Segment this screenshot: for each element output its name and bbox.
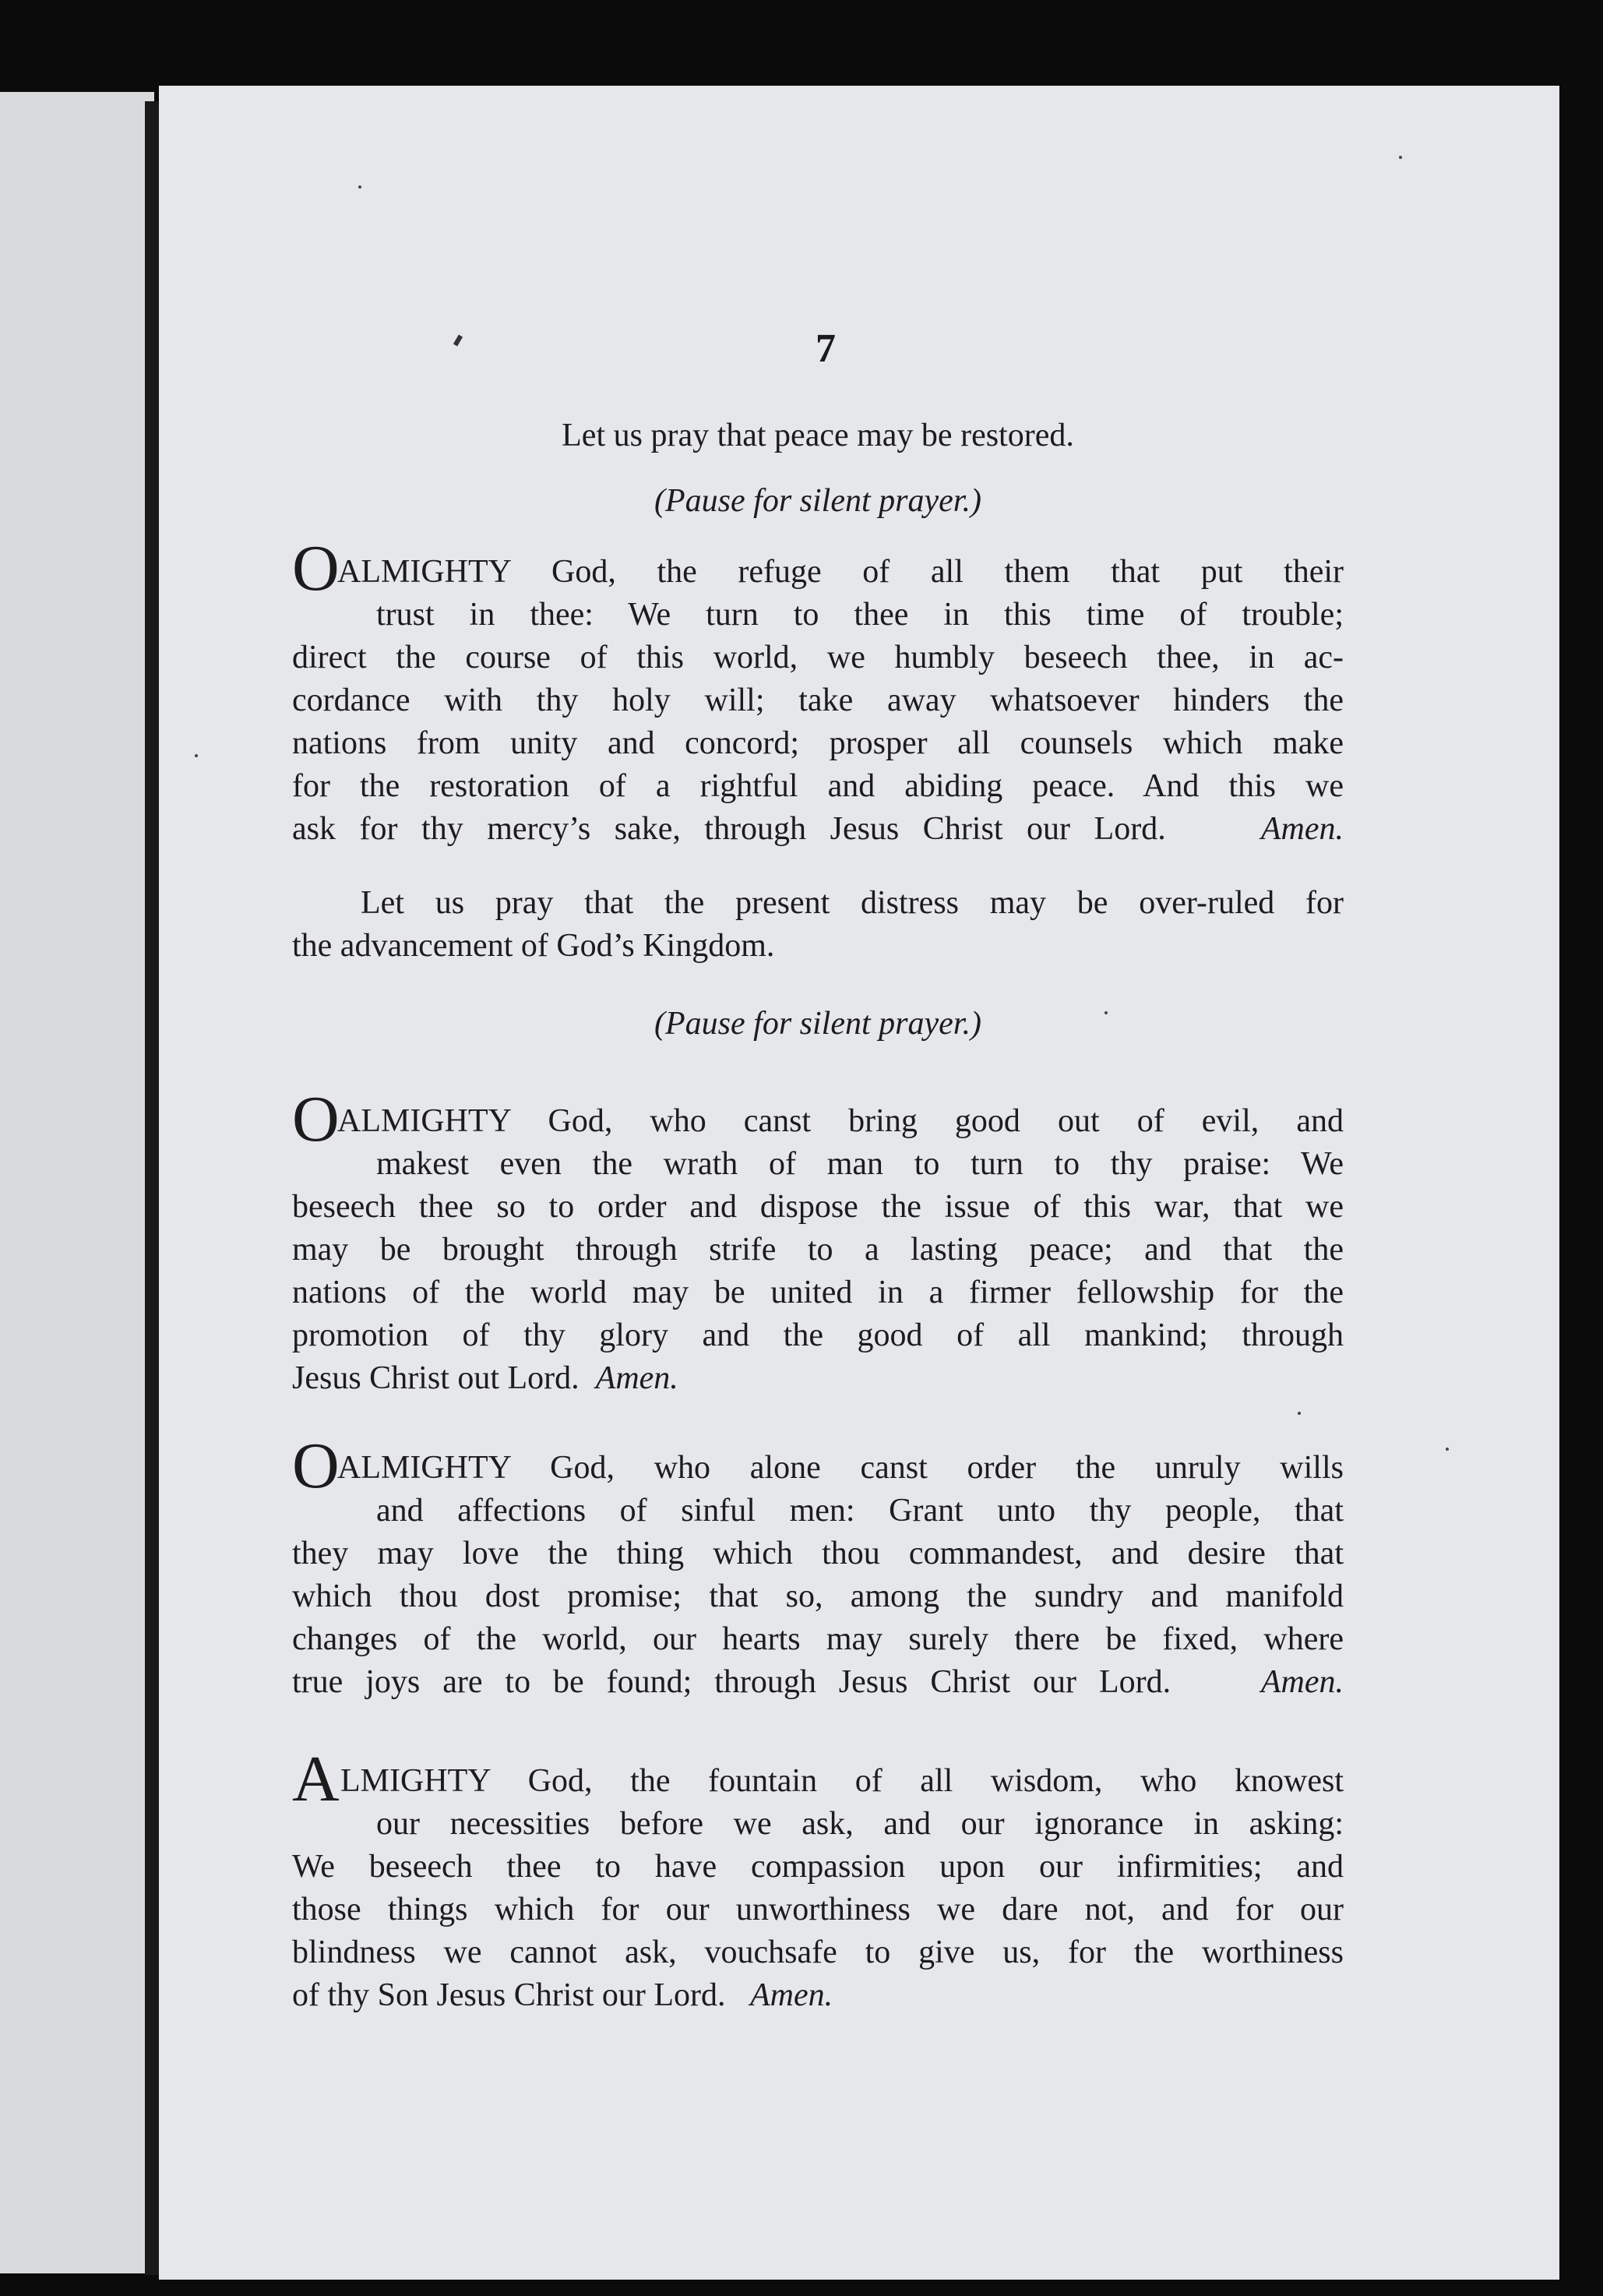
dust-speck xyxy=(1399,156,1402,159)
dust-speck xyxy=(1104,1011,1108,1014)
prayer1-line: trust in thee: We turn to thee in this time of trouble; xyxy=(376,597,1344,633)
prayer1-line: cordance with thy holy will; take away whatsoever hinders the xyxy=(292,682,1344,718)
prayer2-dropcap: O xyxy=(292,1083,340,1155)
prayer1-final-text: ask for thy mercy’s sake, through Jesus Christ our Lord. xyxy=(292,811,1166,847)
prayer2-line: makest even the wrath of man to turn to thy praise: We xyxy=(376,1146,1344,1182)
prayer3-line: and affections of sinful men: Grant unto thy people, that xyxy=(376,1493,1344,1529)
intro-heading-peace: Let us pray that peace may be restored. xyxy=(562,418,1074,453)
intro2-line: Let us pray that the present distress may be over-ruled for xyxy=(361,885,1344,921)
prayer4-line: We beseech thee to have compassion upon our infirmities; and xyxy=(292,1849,1344,1885)
prayer3-body xyxy=(292,1447,1344,1704)
prayer4-body xyxy=(292,1760,1344,2017)
dust-speck xyxy=(1298,1412,1301,1415)
prayer4-line: those things which for our unworthiness we dare not, and for our xyxy=(292,1892,1344,1927)
prayer2-line-last xyxy=(292,1357,1344,1400)
prayer2-line: promotion of thy glory and the good of all mankind; through xyxy=(292,1317,1344,1353)
prayer2-line: ALMIGHTY God, who canst bring good out of evil, and xyxy=(337,1103,1344,1139)
prayer2-amen: Amen. xyxy=(595,1360,678,1396)
prayer4-dropcap: A xyxy=(292,1743,340,1815)
prayer1-line: ALMIGHTY God, the refuge of all them that put their xyxy=(337,554,1344,590)
intro-heading-kingdom xyxy=(292,882,1344,968)
prayer1-line-last xyxy=(292,808,1344,851)
prayer3-line: changes of the world, our hearts may surely there be fixed, where xyxy=(292,1621,1344,1657)
prayer3-dropcap: O xyxy=(292,1430,340,1502)
prayer1-dropcap: O xyxy=(292,532,340,605)
prayer2-body xyxy=(292,1100,1344,1400)
prayer2-line: beseech thee so to order and dispose the issue of this war, that we xyxy=(292,1189,1344,1225)
dust-speck xyxy=(195,754,198,757)
pause-note-1: (Pause for silent prayer.) xyxy=(654,483,981,519)
prayer2-final-text: Jesus Christ out Lord. xyxy=(292,1360,580,1396)
binding-shadow xyxy=(145,101,159,2275)
prayer3-line: which thou dost promise; that so, among the sundry and manifold xyxy=(292,1578,1344,1614)
prayer1-line: nations from unity and concord; prosper all counsels which make xyxy=(292,725,1344,761)
prayer4-amen: Amen. xyxy=(750,1977,833,2013)
prayer1-line: direct the course of this world, we humbly beseech thee, in ac- xyxy=(292,640,1344,675)
prayer4-line-last xyxy=(292,1974,1344,2017)
prayer1-amen: Amen. xyxy=(1260,811,1344,847)
page-number: 7 xyxy=(816,326,836,371)
prayer4-final-text: of thy Son Jesus Christ our Lord. xyxy=(292,1977,726,2013)
prayer3-line: they may love the thing which thou commandest, and desire that xyxy=(292,1536,1344,1571)
prayer2-line: nations of the world may be united in a firmer fellowship for the xyxy=(292,1275,1344,1310)
prayer3-amen: Amen. xyxy=(1260,1664,1344,1700)
dust-speck xyxy=(358,185,361,189)
prayer1-line: for the restoration of a rightful and abiding peace. And this we xyxy=(292,768,1344,804)
intro2-line: the advancement of God’s Kingdom. xyxy=(292,928,775,964)
prayer4-line: blindness we cannot ask, vouchsafe to give us, for the worthiness xyxy=(292,1934,1344,1970)
prayer3-final-text: true joys are to be found; through Jesus Christ our Lord. xyxy=(292,1664,1171,1700)
pause-note-2: (Pause for silent prayer.) xyxy=(654,1006,981,1042)
prayer4-line: our necessities before we ask, and our ignorance in asking: xyxy=(376,1806,1344,1842)
prayer4-line: LMIGHTY God, the fountain of all wisdom, who knowest xyxy=(340,1763,1344,1799)
prayer2-line: may be brought through strife to a lasting peace; and that the xyxy=(292,1232,1344,1268)
prayer1-body xyxy=(292,551,1344,851)
prayer3-line-last xyxy=(292,1661,1344,1704)
facing-page-edge xyxy=(0,92,154,2273)
prayer3-line: ALMIGHTY God, who alone canst order the unruly wills xyxy=(337,1450,1344,1486)
dust-speck xyxy=(1446,1448,1449,1451)
